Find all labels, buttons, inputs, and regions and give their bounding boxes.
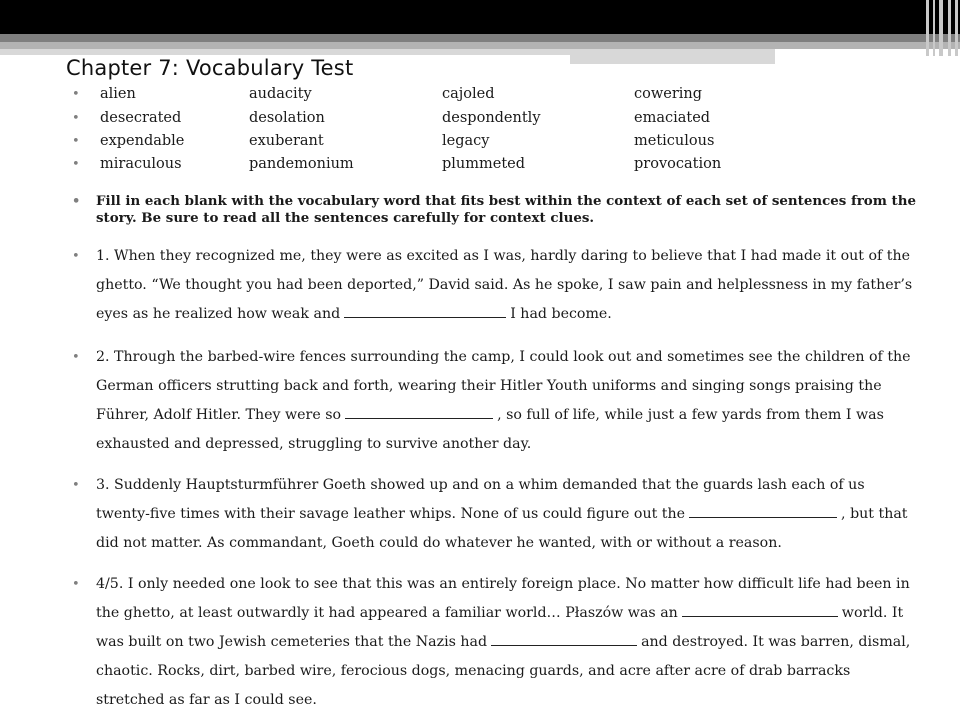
bullet: • [72, 350, 80, 365]
bullet: • [72, 478, 80, 493]
word: alien [100, 86, 136, 102]
word: exuberant [249, 133, 324, 149]
question-text: 1. When they recognized me, they were as excited as I was, hardly daring to believe that I had made it out of the ghetto. “We thought you had been deported,” David said. As he spoke, I saw pain and helplessness in my father’s eyes as he realized how weak and [96, 248, 913, 322]
word: emaciated [634, 110, 711, 126]
question-text: I had become. [510, 306, 612, 322]
bullet: • [72, 157, 80, 172]
page-title: Chapter 7: Vocabulary Test [66, 56, 354, 80]
question-2 [72, 343, 916, 459]
answer-blank[interactable] [491, 633, 637, 646]
word: legacy [442, 133, 490, 149]
question-text: , so full of life, while just a few yards from them I was exhausted and depressed, struggling to survive another day. [96, 407, 884, 452]
question-4-5 [72, 570, 916, 715]
question-text: 4/5. I only needed one look to see that this was an entirely foreign place. No matter how difficult life had been in the ghetto, at least outwardly it had appeared a familiar world… Płaszów was an [96, 576, 910, 621]
top-bar-stripe-4 [0, 49, 570, 55]
bullet: • [72, 577, 80, 592]
bullet: • [72, 194, 81, 209]
bullet: • [72, 249, 80, 264]
question-text: , but that did not matter. As commandant, Goeth could do whatever he wanted, with or without a reason. [96, 506, 908, 551]
word: cowering [634, 86, 703, 102]
top-bar-stripe-2 [0, 34, 960, 42]
word: provocation [634, 156, 722, 172]
question-text: 3. Suddenly Hauptsturmführer Goeth showed up and on a whim demanded that the guards lash each of us twenty-five times with their savage leather whips. None of us could figure out the [96, 477, 865, 522]
question-text: world. It was built on two Jewish cemeteries that the Nazis had [96, 605, 904, 650]
question-3 [72, 471, 916, 558]
answer-blank[interactable] [345, 406, 493, 419]
word: plummeted [442, 156, 526, 172]
word: expendable [100, 133, 185, 149]
word: pandemonium [249, 156, 354, 172]
word: miraculous [100, 156, 182, 172]
top-bar-stripe-3 [0, 42, 960, 49]
top-bar [0, 0, 960, 34]
question-1 [72, 242, 916, 329]
corner-stripes [920, 0, 960, 56]
word: meticulous [634, 133, 715, 149]
answer-blank[interactable] [682, 604, 838, 617]
instructions-text: Fill in each blank with the vocabulary word that fits best within the context of each set of sentences from the story. Be sure to read all the sentences carefully for context clues. [96, 193, 916, 226]
question-text: and destroyed. It was barren, dismal, chaotic. Rocks, dirt, barbed wire, ferocious dogs, menacing guards, and acre after acre of drab barracks stretched as far as I could see. [96, 634, 911, 708]
word: desolation [249, 110, 325, 126]
bullet: • [72, 87, 80, 102]
top-bar-stripe-5 [570, 49, 775, 64]
answer-blank[interactable] [344, 305, 506, 318]
answer-blank[interactable] [689, 505, 837, 518]
word: despondently [442, 110, 541, 126]
bullet: • [72, 111, 80, 126]
word: cajoled [442, 86, 495, 102]
instructions [72, 193, 916, 227]
word: desecrated [100, 110, 182, 126]
word: audacity [249, 86, 312, 102]
question-text: 2. Through the barbed-wire fences surrounding the camp, I could look out and sometimes see the children of the German officers strutting back and forth, wearing their Hitler Youth uniforms and singing songs praising the Führer, Adolf Hitler. They were so [96, 349, 911, 423]
bullet: • [72, 134, 80, 149]
